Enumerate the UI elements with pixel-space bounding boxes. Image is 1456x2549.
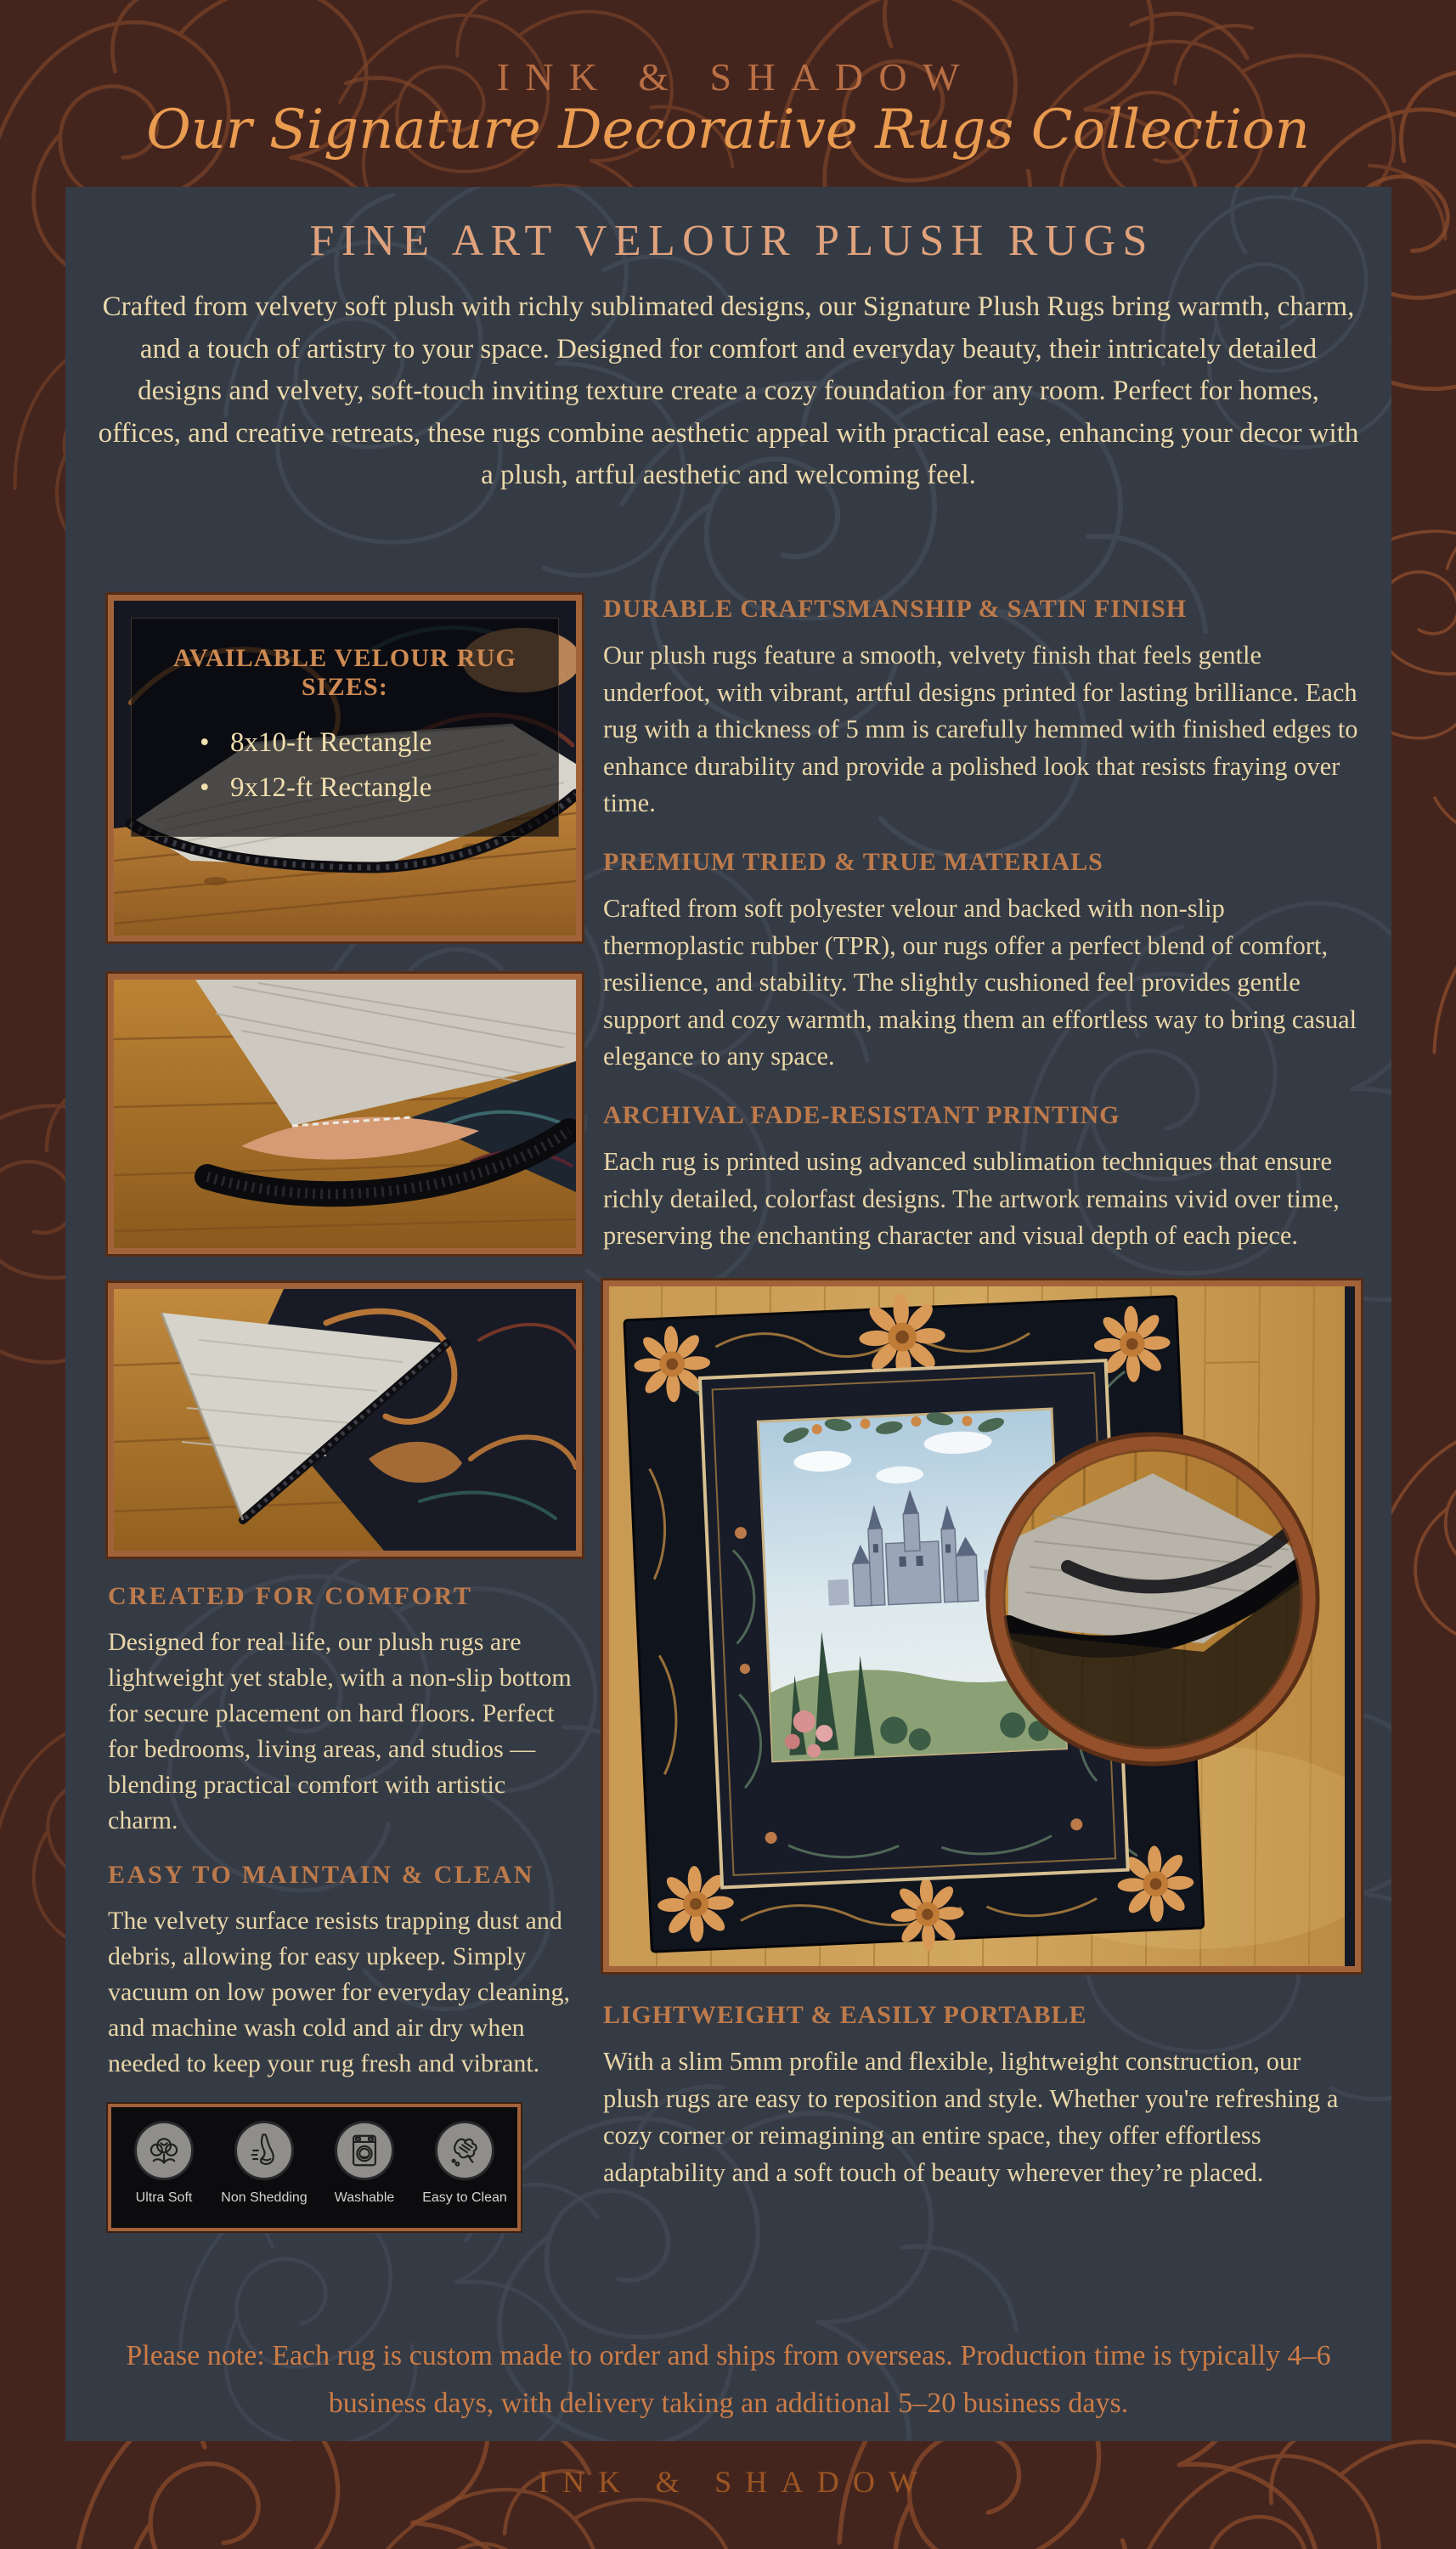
intro-paragraph: Crafted from velvety soft plush with richly sublimated designs, our Signature Plush Rugs bring warmth, charm, and a touch of artistry to your space. Designed for comfort and everyday beauty, their intricately detailed designs and velvety, soft-touch inviting texture create a cozy foundation for any room. Perfect for homes, offices, and creative retreats, these rugs combine aesthetic appeal with practical ease, enhancing your decor with a plush, artful aesthetic and welcoming feel. [98,291,1359,490]
badge-easy-to-clean [417,2121,512,2206]
rug-fold-illustration-3 [114,1289,576,1551]
section-heading-lightweight-portable: LIGHTWEIGHT & EASILY PORTABLE [603,2000,1087,2029]
hand-wipe-icon [445,2131,484,2170]
page-title: FINE ART VELOUR PLUSH RUGS [309,217,1154,265]
section-heading-premium-materials: PREMIUM TRIED & TRUE MATERIALS [603,848,1103,877]
collection-subtitle: Our Signature Decorative Rugs Collection [146,99,1310,161]
rug-edge-photo-2 [108,974,582,1254]
badge-non-shedding [217,2121,312,2206]
section-body-lightweight-portable: With a slim 5mm profile and flexible, lightweight construction, our plush rugs are easy to reposition and style. Whether you're refreshing a cozy corner or reimagining an entire space, they offer effortless adaptability and a soft touch of beauty wherever they’re placed. [603,2046,1339,2187]
size-item-label: 8x10-ft Rectangle [230,727,432,758]
sizes-list [144,727,546,804]
section-body-created-for-comfort: Designed for real life, our plush rugs are lightweight yet stable, with a non-slip bottom for secure placement on hard floors. Perfect for bedrooms, living areas, and studios — blending practical comfort with artistic charm. [108,1628,572,1834]
section-heading-archival-printing: ARCHIVAL FADE-RESISTANT PRINTING [603,1101,1120,1130]
feature-badges-strip [108,2104,521,2231]
badge-label: Non Shedding [221,2190,308,2205]
foot-icon [245,2131,284,2170]
tapestry-rug-illustration [609,1286,1345,1966]
cotton-icon [144,2131,183,2170]
rug-backing-photo-1 [108,595,582,941]
section-heading-easy-to-maintain: EASY TO MAINTAIN & CLEAN [108,1861,535,1889]
badge-label: Easy to Clean [422,2190,507,2205]
section-body-easy-to-maintain: The velvety surface resists trapping dust and debris, allowing for easy upkeep. Simply vacuum on low power for everyday cleaning, and machine wash cold and air dry when needed to keep your rug fresh and vibrant. [108,1907,570,2077]
rug-rolled-edge-illustration [114,980,576,1248]
badge-ultra-soft [116,2121,212,2206]
badge-label: Washable [334,2190,395,2205]
rug-backing-photo-3 [108,1283,582,1557]
bullet-icon: • [200,727,210,758]
badge-washable [317,2121,412,2206]
left-column [108,595,582,2231]
section-body-durable-craftsmanship: Our plush rugs feature a smooth, velvety finish that feels gentle underfoot, with vibrant, artful designs printed for lasting brilliance. Each rug with a thickness of 5 mm is carefully hemmed with finished edges to enhance durability and provide a polished look that resists fraying over time. [603,641,1358,818]
section-body-archival-printing: Each rug is printed using advanced sublimation techniques that ensure richly detailed, colorfast designs. The artwork remains vivid over time, preserving the enchanting character and visual depth of each piece. [603,1147,1340,1251]
production-note: Please note: Each rug is custom made to order and ships from overseas. Production time is typically 4–6 business days, with delivery taking an additional 5–20 business days. [126,2339,1331,2419]
content-panel [65,187,1391,2441]
right-column [603,595,1361,2217]
size-item [200,772,546,804]
size-item [200,727,546,759]
section-body-premium-materials: Crafted from soft polyester velour and backed with non-slip thermoplastic rubber (TPR), our rugs offer a perfect blend of comfort, resilience, and stability. The slightly cushioned feel provides gentle support and cozy warmth, making them an effortless way to bring casual elegance to any space. [603,894,1357,1071]
size-item-label: 9x12-ft Rectangle [230,772,432,803]
sizes-heading: AVAILABLE VELOUR RUG SIZES: [172,644,517,701]
rug-room-photo [603,1280,1361,1972]
bullet-icon: • [200,772,210,803]
sizes-box [131,618,559,837]
brand-logo-bottom: INK & SHADOW [538,2465,932,2499]
washing-machine-icon [345,2131,384,2170]
brand-logo-top: INK & SHADOW [496,55,975,99]
badge-label: Ultra Soft [135,2190,193,2205]
section-heading-durable-craftsmanship: DURABLE CRAFTSMANSHIP & SATIN FINISH [603,595,1187,623]
section-heading-created-for-comfort: CREATED FOR COMFORT [108,1582,473,1610]
